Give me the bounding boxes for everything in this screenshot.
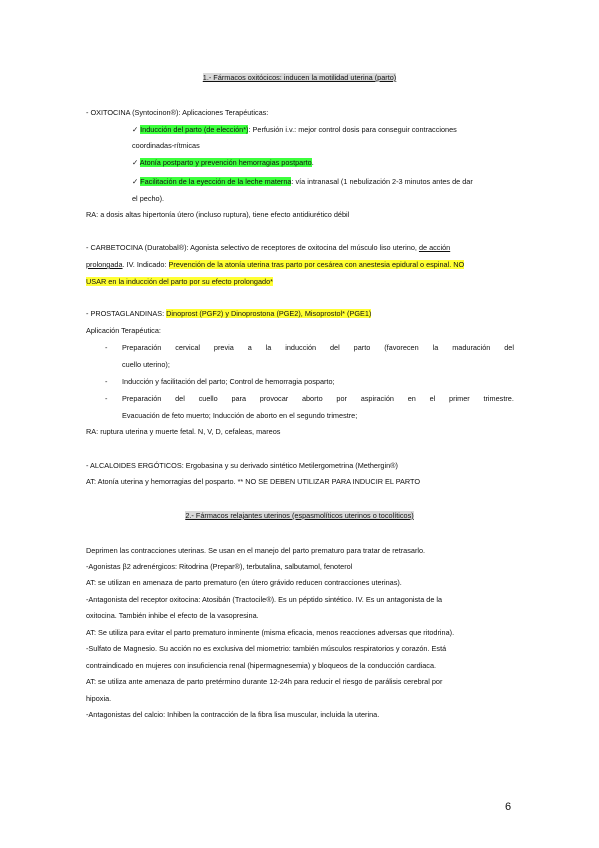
highlight-yellow: Dinoprost (PGF2) y Dinoprostona (PGE2), Misoprostol* (PGE1) — [166, 309, 372, 318]
highlight-yellow: USAR en la inducción del parto por su efecto prolongado* — [86, 277, 274, 286]
aplicacion-terapeutica: Aplicación Terapéutica: — [86, 326, 161, 335]
highlight-green: Facilitación de la eyección de la leche materna — [140, 177, 292, 186]
section-2-title: 2.- Fármacos relajantes uterinos (espasmolíticos uterinos o tocolíticos) — [185, 511, 414, 520]
oxitocina-item-3: ✓ Facilitación de la eyección de la leche materna: vía intranasal (1 nebulización 2-3 minutos antes de dar — [132, 177, 473, 186]
section-1-title: 1.- Fármacos oxitócicos: inducen la motilidad uterina (parto) — [202, 73, 397, 82]
bullet-1-line-2: cuello uterino); — [122, 360, 170, 369]
agonistas-b2: -Agonistas β2 adrenérgicos: Ritodrina (Prepar®), terbutalina, salbutamol, fenoterol — [86, 562, 353, 571]
oxitocina-ra: RA: a dosis altas hipertonía útero (incluso ruptura), tiene efecto antidiurético débil — [86, 210, 350, 219]
bullet-dash: - — [105, 377, 108, 386]
carbetocina-line-2: prolongada. IV. Indicado: Prevención de la atonía uterina tras parto por cesárea con anestesia epidural o espinal. NO — [86, 260, 465, 269]
oxitocina-item-2: ✓ Atonía postparto y prevención hemorragias postparto. — [132, 158, 314, 167]
carbetocina-line-3 — [86, 277, 273, 287]
antagonista-oxitocina-line-1: -Antagonista del receptor oxitocina: Atosibán (Tractocile®). Es un péptido sintético. IV. Es un antagonista de la — [86, 595, 443, 604]
highlight-green: Inducción del parto (de elección*) — [140, 125, 249, 134]
antagonistas-calcio: -Antagonistas del calcio: Inhiben la contracción de la fibra lisa muscular, incluida la uterina. — [86, 710, 380, 719]
prostaglandinas-ra: RA: ruptura uterina y muerte fetal. N, V, D, cefaleas, mareos — [86, 427, 281, 436]
oxitocina-item-1-cont: coordinadas-rítmicas — [132, 141, 200, 150]
bullet-3-line-2: Evacuación de feto muerto; Inducción de aborto en el segundo trimestre; — [122, 411, 358, 420]
oxitocina-item-3-cont: el pecho). — [132, 194, 165, 203]
prostaglandinas-heading: - PROSTAGLANDINAS: Dinoprost (PGF2) y Dinoprostona (PGE2), Misoprostol* (PGE1) — [86, 309, 372, 318]
antagonista-at: AT: Se utiliza para evitar el parto prematuro inminente (misma eficacia, menos reacciones adversas que ritodrina). — [86, 628, 455, 637]
sulfato-magnesio-line-2: contraindicado en mujeres con insuficiencia renal (hipermagnesemia) y bloqueos de la conducción cardiaca. — [86, 661, 437, 670]
alcaloides-at: AT: Atonía uterina y hemorragias del posparto. ** NO SE DEBEN UTILIZAR PARA INDUCIR EL PARTO — [86, 477, 421, 486]
carbetocina-line-1: - CARBETOCINA (Duratobal®): Agonista selectivo de receptores de oxitocina del músculo liso uterino, de acción — [86, 243, 451, 252]
check-icon: ✓ — [132, 125, 139, 134]
check-icon: ✓ — [132, 177, 139, 186]
sulfato-at-line-2: hipoxia. — [86, 694, 112, 703]
highlight-green: Atonía postparto y prevención hemorragias postparto — [139, 158, 312, 167]
highlight-yellow: Prevención de la atonía uterina tras parto por cesárea con anestesia epidural o espinal. NO — [168, 260, 465, 269]
agonistas-at: AT: se utilizan en amenaza de parto prematuro (en útero grávido reducen contracciones uterinas). — [86, 578, 402, 587]
bullet-1-line-1: Preparación cervical previa a la inducción del parto (favorecen la maduración del — [122, 343, 514, 352]
oxitocina-heading: - OXITOCINA (Syntocinon®): Aplicaciones Terapéuticas: — [86, 108, 269, 117]
bullet-2: Inducción y facilitación del parto; Control de hemorragia posparto; — [122, 377, 335, 386]
section-2-intro: Deprimen las contracciones uterinas. Se usan en el manejo del parto prematuro para tratar de retrasarlo. — [86, 546, 426, 555]
oxitocina-item-1: ✓ Inducción del parto (de elección*): Perfusión i.v.: mejor control dosis para conseguir contracciones — [132, 125, 457, 134]
bullet-dash: - — [105, 394, 108, 403]
alcaloides-heading: - ALCALOIDES ERGÓTICOS: Ergobasina y su derivado sintético Metilergometrina (Methergin®) — [86, 461, 398, 470]
antagonista-oxitocina-line-2: oxitocina. También inhibe el efecto de la vasopresina. — [86, 611, 259, 620]
sulfato-at-line-1: AT: se utiliza ante amenaza de parto pretérmino durante 12-24h para reducir el riesgo de parálisis cerebral por — [86, 677, 443, 686]
check-icon: ✓ — [132, 158, 139, 167]
sulfato-magnesio-line-1: -Sulfato de Magnesio. Su acción no es exclusiva del miometrio: también músculos respiratorios y corazón. Está — [86, 644, 447, 653]
page-number: 6 — [505, 801, 512, 813]
bullet-3-line-1: Preparación del cuello para provocar aborto por aspiración en el primer trimestre. — [122, 394, 514, 403]
bullet-dash: - — [105, 343, 108, 352]
